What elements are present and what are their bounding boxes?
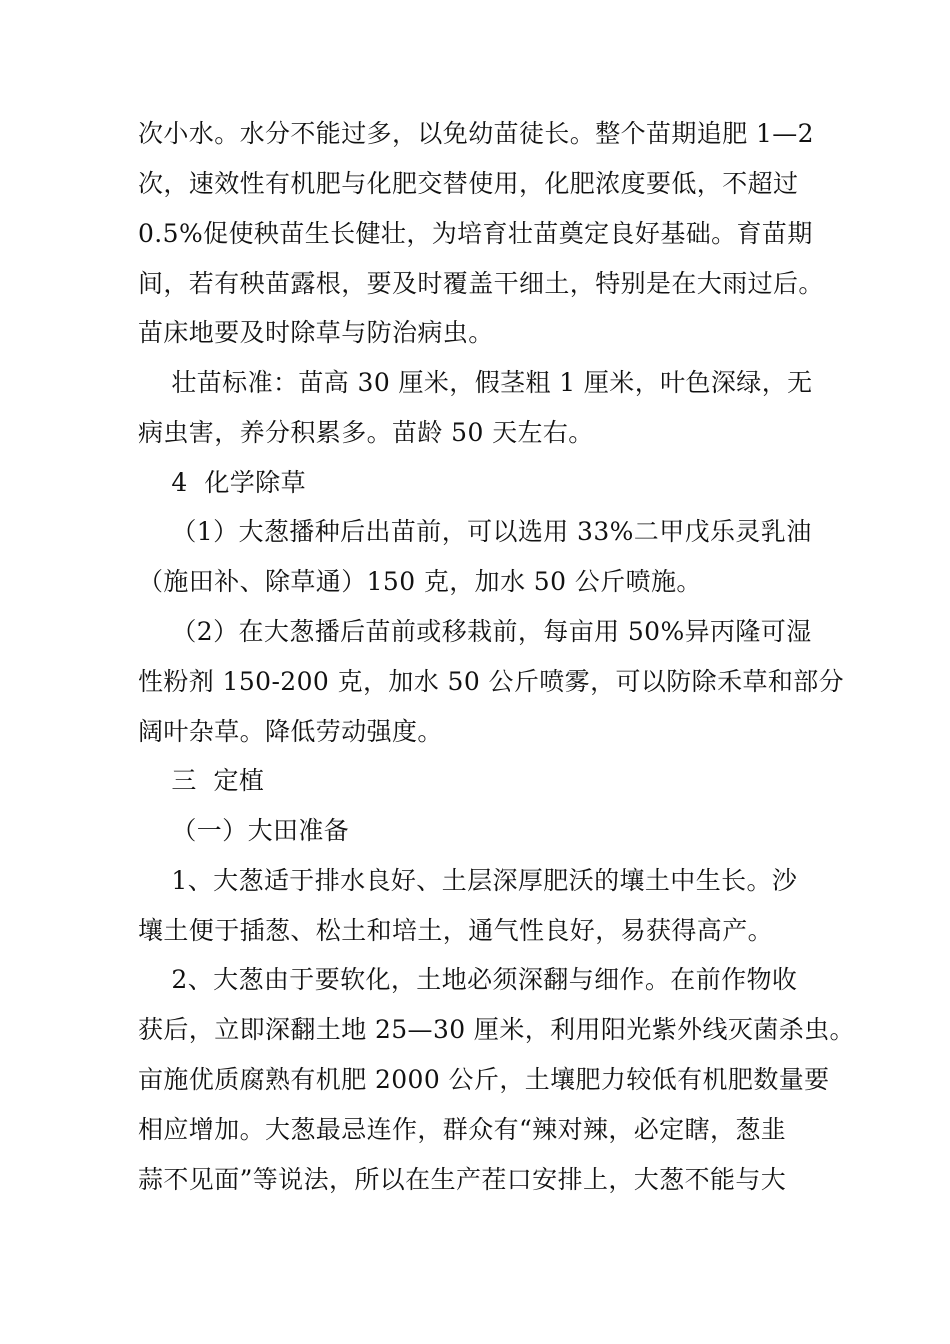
text-line: 2、大葱由于要软化，土地必须深翻与细作。在前作物收	[138, 965, 798, 994]
text-line: （1）大葱播种后出苗前，可以选用 33%二甲戊乐灵乳油	[138, 517, 812, 546]
text-line: 蒜不见面”等说法，所以在生产茬口安排上，大葱不能与大	[138, 1165, 787, 1194]
text-line: 0.5%促使秧苗生长健壮，为培育壮苗奠定良好基础。育苗期	[138, 219, 813, 248]
text-line: 相应增加。大葱最忌连作，群众有“辣对辣，必定瞎，葱韭	[138, 1115, 787, 1144]
text-line: 阔叶杂草。降低劳动强度。	[138, 717, 443, 746]
text-line: （2）在大葱播后苗前或移栽前，每亩用 50%异丙隆可湿	[138, 617, 812, 646]
text-line: （施田补、除草通）150 克，加水 50 公斤喷施。	[138, 567, 702, 596]
text-line: 性粉剂 150-200 克，加水 50 公斤喷雾，可以防除禾草和部分	[138, 667, 845, 696]
text-line: 间，若有秧苗露根，要及时覆盖干细土，特别是在大雨过后。	[138, 269, 824, 298]
section-heading: 三 定植	[138, 766, 265, 795]
text-line: 壤土便于插葱、松土和培土，通气性良好，易获得高产。	[138, 916, 774, 945]
text-line: 亩施优质腐熟有机肥 2000 公斤，土壤肥力较低有机肥数量要	[138, 1065, 830, 1094]
text-line: 1、大葱适于排水良好、土层深厚肥沃的壤土中生长。沙	[138, 866, 798, 895]
text-line: 次，速效性有机肥与化肥交替使用，化肥浓度要低，不超过	[138, 169, 799, 198]
text-line: 次小水。水分不能过多，以免幼苗徒长。整个苗期追肥 1—2	[138, 119, 814, 148]
section-heading: 4 化学除草	[138, 468, 306, 497]
text-line: 壮苗标准：苗高 30 厘米，假茎粗 1 厘米，叶色深绿，无	[138, 368, 813, 397]
subsection-heading: （一）大田准备	[138, 816, 350, 845]
text-line: 获后，立即深翻土地 25—30 厘米，利用阳光紫外线灭菌杀虫。	[138, 1015, 855, 1044]
text-line: 苗床地要及时除草与防治病虫。	[138, 318, 494, 347]
text-line: 病虫害，养分积累多。苗龄 50 天左右。	[138, 418, 594, 447]
